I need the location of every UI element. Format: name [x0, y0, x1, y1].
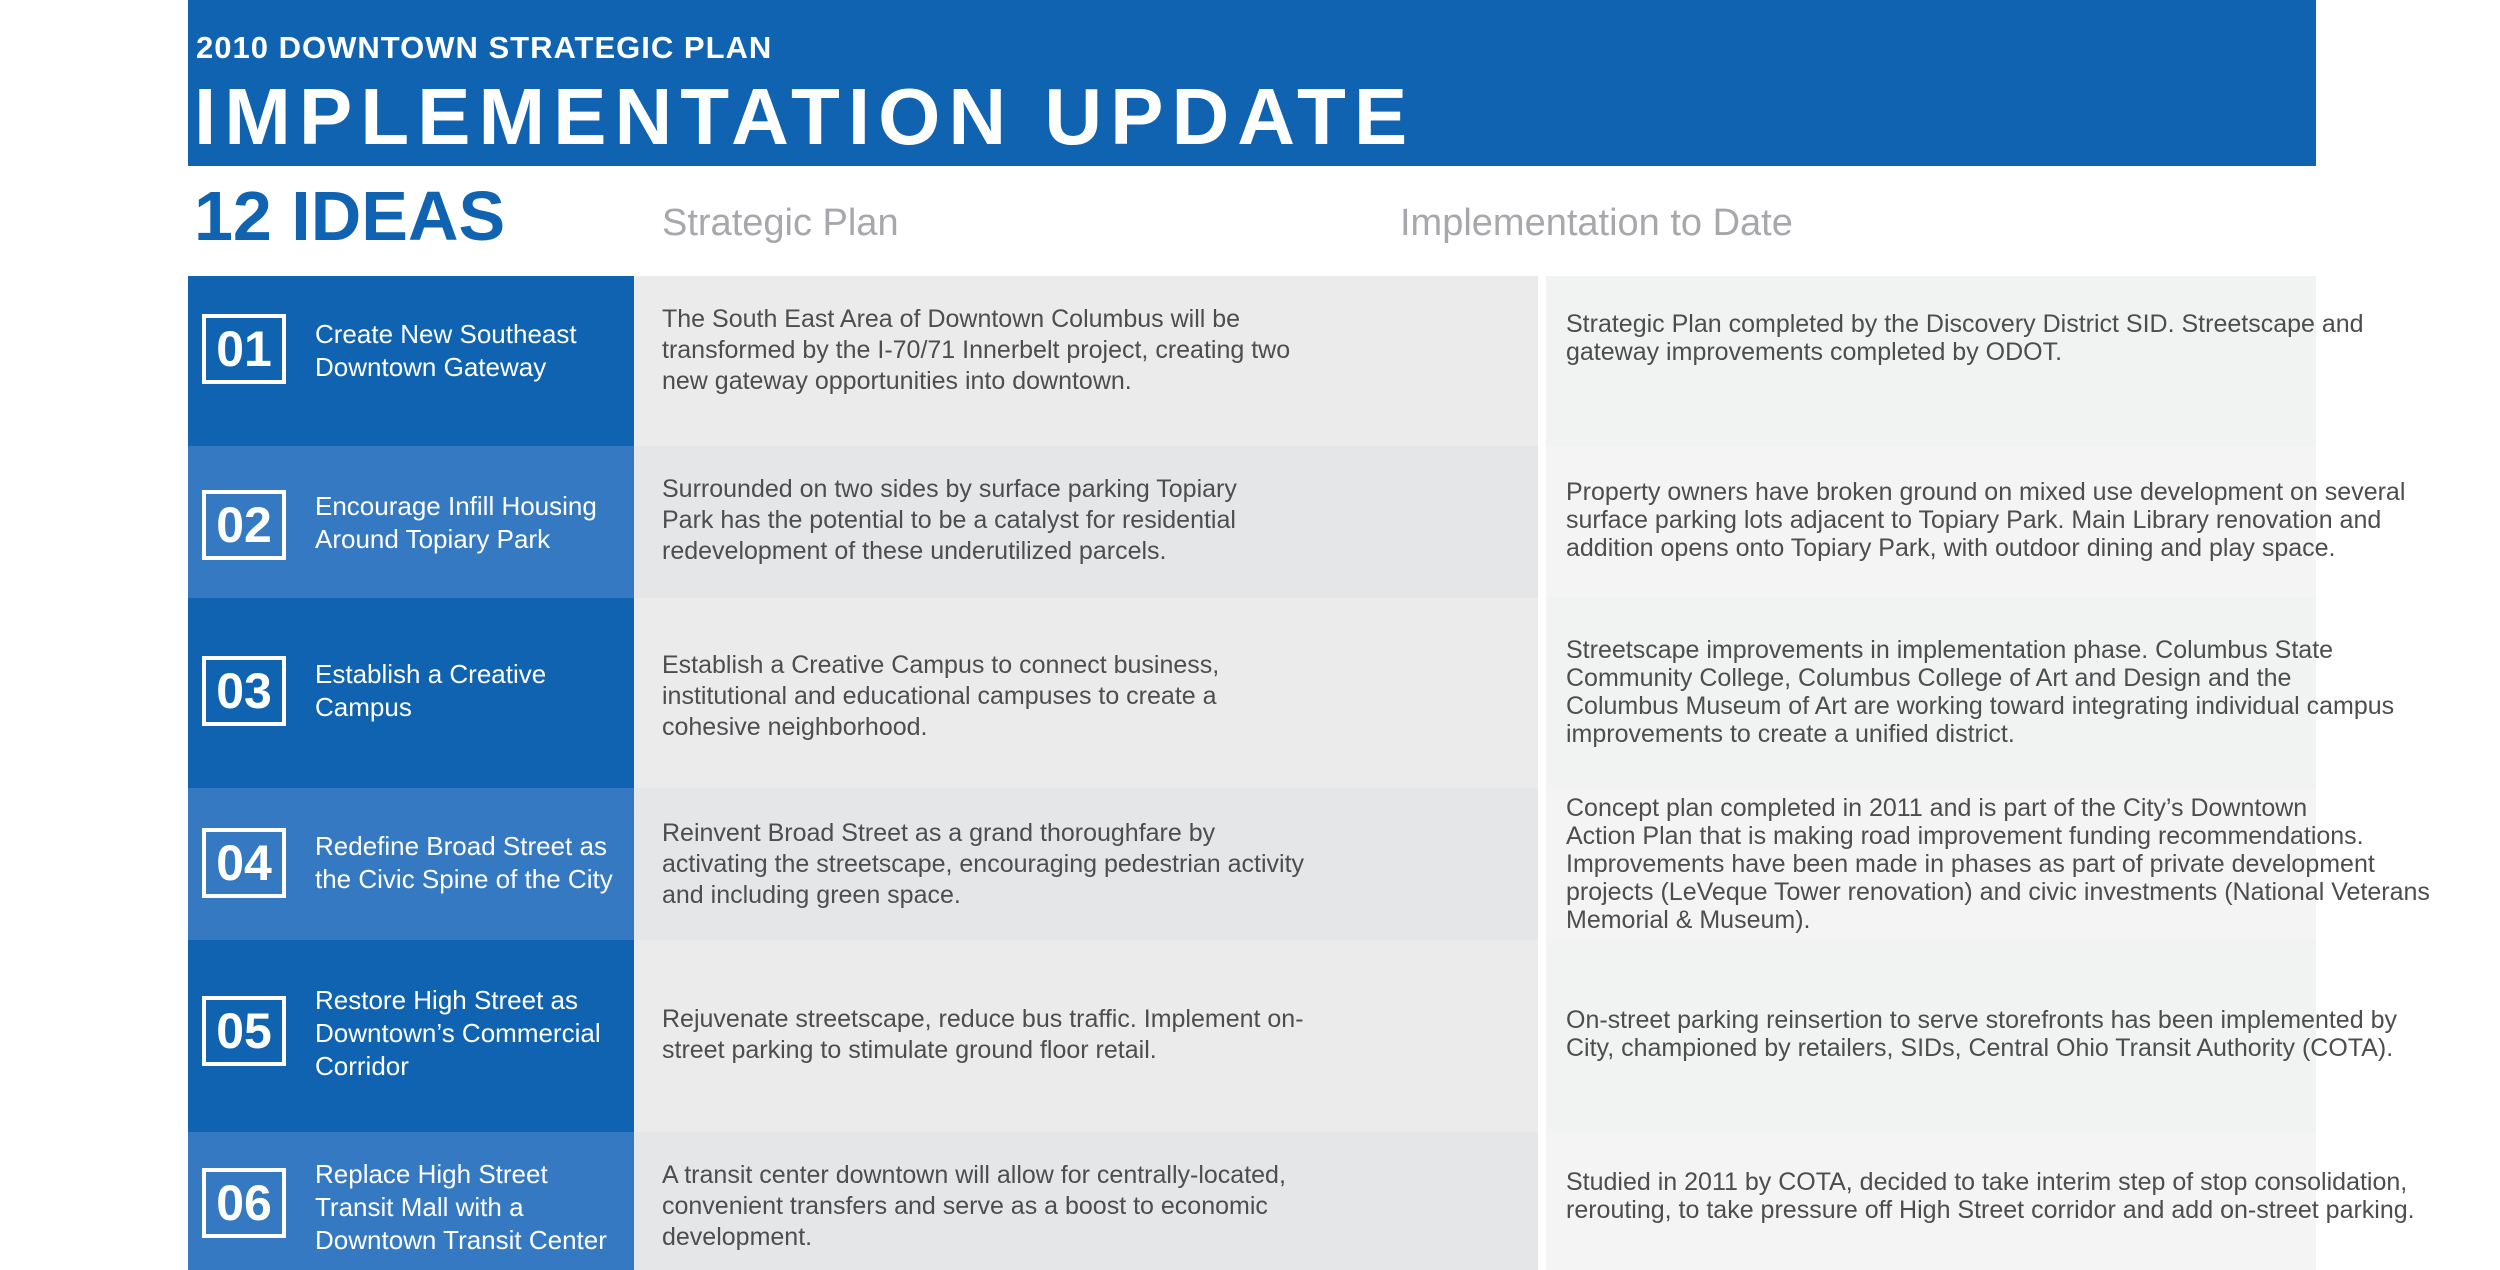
implementation-cell [1546, 446, 2406, 598]
strategic-plan-cell [634, 1132, 1538, 1270]
idea-cell [188, 276, 634, 446]
page [188, 0, 2430, 1270]
column-header-strategic-plan: Strategic Plan [662, 202, 899, 244]
table-row [188, 598, 2395, 788]
idea-label: Create New Southeast Downtown Gateway [315, 319, 577, 382]
strategic-plan-cell [634, 276, 1538, 446]
idea-cell [188, 1132, 634, 1270]
page-title: IMPLEMENTATION UPDATE [194, 72, 1416, 161]
implementation-text: Studied in 2011 by COTA, decided to take interim step of stop consolidation, rerouting, to take pressure off High Street corridor and add on-street parking. [1566, 1168, 2415, 1224]
implementation-cell [1546, 1132, 2415, 1270]
implementation-text: Streetscape improvements in implementation phase. Columbus State Community College, Columbus College of Art and Design and the Columbus Museum of Art are working toward integrating individual campus improvements to create a unified district. [1566, 636, 2395, 748]
strategic-plan-text: Rejuvenate streetscape, reduce bus traffic. Implement on- street parking to stimulate ground floor retail. [662, 1005, 1304, 1064]
table-row [188, 276, 2364, 446]
implementation-cell [1546, 788, 2430, 940]
idea-label: Restore High Street as Downtown’s Commercial Corridor [315, 985, 601, 1081]
implementation-cell [1546, 276, 2364, 446]
header-band [188, 0, 2316, 166]
strategic-plan-text: Reinvent Broad Street as a grand thoroughfare by activating the streetscape, encouraging pedestrian activity and including green space. [662, 819, 1305, 909]
ideas-heading: 12 IDEAS [194, 177, 506, 255]
idea-number: 03 [202, 656, 286, 726]
idea-label: Establish a Creative Campus [315, 659, 547, 722]
idea-label: Encourage Infill Housing Around Topiary Park [315, 491, 597, 554]
strategic-plan-cell [634, 446, 1538, 598]
strategic-plan-cell [634, 940, 1538, 1132]
table-row [188, 1132, 2415, 1270]
idea-label: Redefine Broad Street as the Civic Spine of the City [315, 831, 613, 894]
strategic-plan-text: Establish a Creative Campus to connect business, institutional and educational campuses to create a cohesive neighborhood. [662, 651, 1220, 741]
strategic-plan-cell [634, 788, 1538, 940]
idea-label: Replace High Street Transit Mall with a Downtown Transit Center [315, 1159, 607, 1255]
idea-number: 04 [202, 828, 286, 898]
strategic-plan-text: The South East Area of Downtown Columbus will be transformed by the I-70/71 Innerbelt project, creating two new gateway opportunities into downtown. [662, 305, 1291, 395]
implementation-cell [1546, 598, 2395, 788]
strategic-plan-cell [634, 598, 1538, 788]
idea-number: 02 [202, 490, 286, 560]
header-subtitle: 2010 DOWNTOWN STRATEGIC PLAN [196, 30, 773, 65]
table-row [188, 940, 2397, 1132]
implementation-text: On-street parking reinsertion to serve storefronts has been implemented by City, championed by retailers, SIDs, Central Ohio Transit Authority (COTA). [1566, 1006, 2397, 1062]
idea-cell [188, 788, 634, 940]
idea-number: 01 [202, 314, 286, 384]
idea-number: 05 [202, 996, 286, 1066]
implementation-cell [1546, 940, 2397, 1132]
idea-cell [188, 446, 634, 598]
table-row [188, 446, 2406, 598]
implementation-text: Strategic Plan completed by the Discovery District SID. Streetscape and gateway improvements completed by ODOT. [1566, 310, 2364, 366]
idea-cell [188, 940, 634, 1132]
implementation-text: Concept plan completed in 2011 and is part of the City’s Downtown Action Plan that is making road improvement funding recommendations. Improvements have been made in phases as part of private development projects (LeVeque Tower renovation) and civic investments (National Veterans Memorial & Museum). [1566, 794, 2430, 934]
table-row [188, 788, 2430, 940]
strategic-plan-text: A transit center downtown will allow for centrally-located, convenient transfers and serve as a boost to economic development. [662, 1161, 1286, 1251]
idea-cell [188, 598, 634, 788]
implementation-text: Property owners have broken ground on mixed use development on several surface parking lots adjacent to Topiary Park. Main Library renovation and addition opens onto Topiary Park, with outdoor dining and play space. [1566, 478, 2406, 562]
idea-number: 06 [202, 1168, 286, 1238]
column-header-implementation: Implementation to Date [1400, 202, 1793, 244]
strategic-plan-text: Surrounded on two sides by surface parking Topiary Park has the potential to be a catalyst for residential redevelopment of these underutilized parcels. [662, 475, 1237, 565]
